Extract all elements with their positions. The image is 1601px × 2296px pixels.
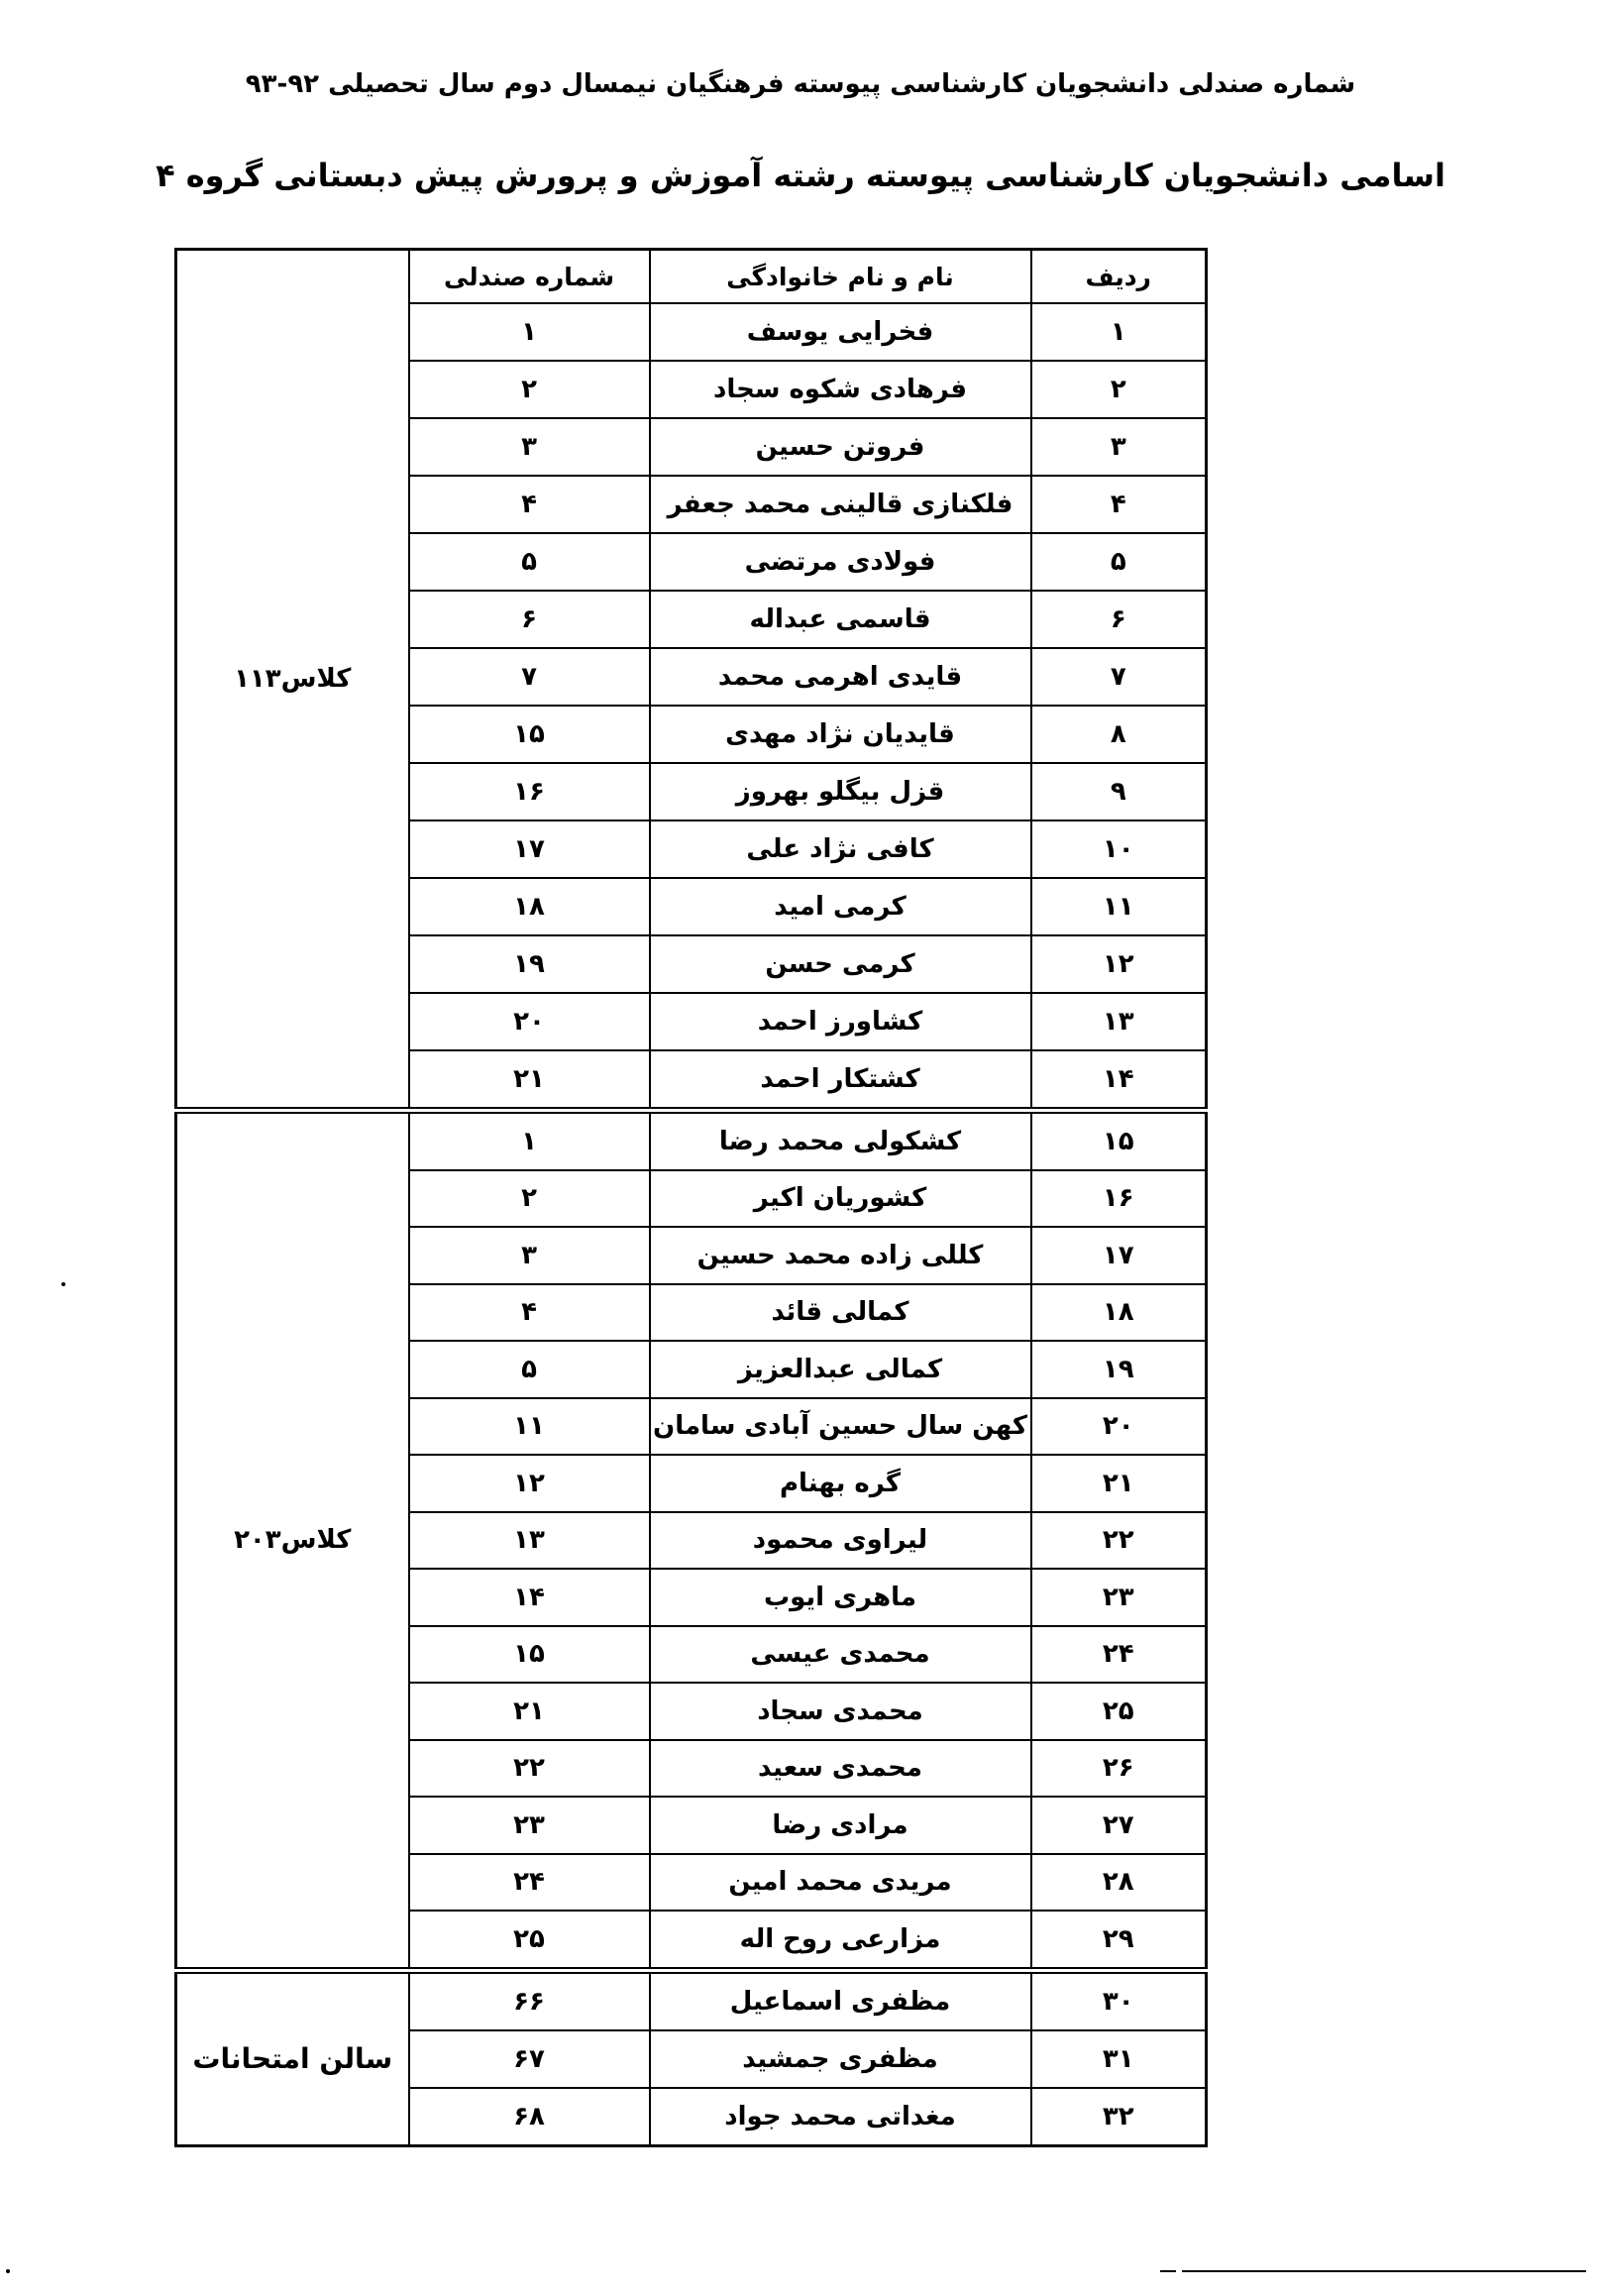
- student-name: مریدی محمد امین: [650, 1854, 1031, 1912]
- seat-number: ۷: [409, 648, 650, 706]
- seat-number: ۶: [409, 591, 650, 648]
- student-row-number: ۲۶: [1031, 1740, 1207, 1798]
- student-row-number: ۳۱: [1031, 2030, 1207, 2088]
- student-name: کمالی قائد: [650, 1284, 1031, 1342]
- student-name: قایدیان نژاد مهدی: [650, 706, 1031, 763]
- student-row-number: ۲۵: [1031, 1683, 1207, 1740]
- student-name: کرمی امید: [650, 878, 1031, 935]
- student-row-number: ۱۲: [1031, 935, 1207, 993]
- scan-speck: [61, 1282, 65, 1286]
- seat-number: ۱۵: [409, 706, 650, 763]
- student-name: فرهادی شکوه سجاد: [650, 361, 1031, 418]
- seat-number: ۱۴: [409, 1569, 650, 1626]
- seat-number: ۲: [409, 361, 650, 418]
- student-row-number: ۱۰: [1031, 820, 1207, 878]
- student-row-number: ۹: [1031, 763, 1207, 820]
- student-row-number: ۲۸: [1031, 1854, 1207, 1912]
- student-row-number: ۱۸: [1031, 1284, 1207, 1342]
- student-row-number: ۵: [1031, 533, 1207, 591]
- seat-number: ۱۷: [409, 820, 650, 878]
- seat-number: ۱۹: [409, 935, 650, 993]
- student-row-number: ۸: [1031, 706, 1207, 763]
- student-name: مغداتی محمد جواد: [650, 2088, 1031, 2146]
- seat-number: ۶۸: [409, 2088, 650, 2146]
- student-name: مظفری جمشید: [650, 2030, 1031, 2088]
- student-row-number: ۱۵: [1031, 1111, 1207, 1170]
- seat-number: ۶۶: [409, 1970, 650, 2030]
- seat-number: ۱۳: [409, 1512, 650, 1570]
- student-row-number: ۱۳: [1031, 993, 1207, 1050]
- seat-number: ۱۸: [409, 878, 650, 935]
- seat-number: ۲۰: [409, 993, 650, 1050]
- student-row-number: ۱۹: [1031, 1341, 1207, 1398]
- student-row-number: ۱: [1031, 303, 1207, 361]
- student-name: قایدی اهرمی محمد: [650, 648, 1031, 706]
- student-name: قاسمی عبداله: [650, 591, 1031, 648]
- student-row-number: ۳: [1031, 418, 1207, 476]
- student-name: کشوریان اکیر: [650, 1170, 1031, 1228]
- seat-number: ۵: [409, 533, 650, 591]
- student-name: ماهری ایوب: [650, 1569, 1031, 1626]
- seat-number: ۵: [409, 1341, 650, 1398]
- student-name: فروتن حسین: [650, 418, 1031, 476]
- header-row: [176, 250, 1207, 304]
- student-row-number: ۷: [1031, 648, 1207, 706]
- seat-number: ۲۴: [409, 1854, 650, 1912]
- seat-number: ۲: [409, 1170, 650, 1228]
- class-location: کلاس۲۰۳: [176, 1111, 409, 1971]
- student-row-number: ۳۲: [1031, 2088, 1207, 2146]
- document-subtitle: اسامی دانشجویان کارشناسی پیوسته رشته آموزش و پرورش پیش دبستانی گروه ۴: [156, 157, 1445, 194]
- footer-line: [1182, 2270, 1586, 2272]
- student-row-number: ۱۶: [1031, 1170, 1207, 1228]
- student-name: کرمی حسن: [650, 935, 1031, 993]
- seat-table-body: [176, 250, 1207, 2146]
- table-row: [176, 1111, 1207, 1170]
- seat-number: ۳: [409, 1227, 650, 1284]
- document-title: شماره صندلی دانشجویان کارشناسی پیوسته فرهنگیان نیمسال دوم سال تحصیلی ۹۲-۹۳: [245, 69, 1356, 99]
- student-name: کافی نژاد علی: [650, 820, 1031, 878]
- seat-number: ۳: [409, 418, 650, 476]
- seat-number: ۱۲: [409, 1455, 650, 1512]
- seat-number: ۶۷: [409, 2030, 650, 2088]
- footer-dash: [1160, 2270, 1176, 2272]
- student-row-number: ۲۰: [1031, 1398, 1207, 1456]
- student-row-number: ۲۱: [1031, 1455, 1207, 1512]
- scan-speck: [6, 2269, 10, 2273]
- student-row-number: ۲: [1031, 361, 1207, 418]
- student-row-number: ۴: [1031, 476, 1207, 533]
- student-row-number: ۲۳: [1031, 1569, 1207, 1626]
- student-name: قزل بیگلو بهروز: [650, 763, 1031, 820]
- student-name: فخرایی یوسف: [650, 303, 1031, 361]
- seat-number: ۲۵: [409, 1911, 650, 1970]
- column-header-seat: شماره صندلی: [409, 250, 650, 304]
- student-row-number: ۶: [1031, 591, 1207, 648]
- seat-number: ۴: [409, 476, 650, 533]
- seat-number: ۱۵: [409, 1626, 650, 1684]
- student-name: مزارعی روح اله: [650, 1911, 1031, 1970]
- column-header-row: ردیف: [1031, 250, 1207, 304]
- student-name: مرادی رضا: [650, 1797, 1031, 1854]
- seat-number: ۲۱: [409, 1683, 650, 1740]
- student-row-number: ۲۹: [1031, 1911, 1207, 1970]
- student-name: کمالی عبدالعزیز: [650, 1341, 1031, 1398]
- student-row-number: ۳۰: [1031, 1970, 1207, 2030]
- seat-number: ۱۱: [409, 1398, 650, 1456]
- table-row: [176, 1970, 1207, 2030]
- student-name: کشاورز احمد: [650, 993, 1031, 1050]
- seat-number: ۲۱: [409, 1050, 650, 1111]
- student-name: فولادی مرتضی: [650, 533, 1031, 591]
- student-name: کللی زاده محمد حسین: [650, 1227, 1031, 1284]
- seat-number: ۴: [409, 1284, 650, 1342]
- student-row-number: ۲۷: [1031, 1797, 1207, 1854]
- seat-number: ۱: [409, 1111, 650, 1170]
- student-row-number: ۲۴: [1031, 1626, 1207, 1684]
- student-name: مظفری اسماعیل: [650, 1970, 1031, 2030]
- seat-assignment-table: [174, 248, 1208, 2147]
- class-location: سالن امتحانات: [176, 1970, 409, 2145]
- student-name: کشتکار احمد: [650, 1050, 1031, 1111]
- student-row-number: ۲۲: [1031, 1512, 1207, 1570]
- seat-number: ۱۶: [409, 763, 650, 820]
- student-name: لیراوی محمود: [650, 1512, 1031, 1570]
- student-row-number: ۱۴: [1031, 1050, 1207, 1111]
- seat-number: ۲۲: [409, 1740, 650, 1798]
- student-name: محمدی سجاد: [650, 1683, 1031, 1740]
- student-row-number: ۱۷: [1031, 1227, 1207, 1284]
- class-location: کلاس۱۱۳: [176, 250, 409, 1111]
- seat-number: ۲۳: [409, 1797, 650, 1854]
- student-name: گره بهنام: [650, 1455, 1031, 1512]
- student-row-number: ۱۱: [1031, 878, 1207, 935]
- student-name: کشکولی محمد رضا: [650, 1111, 1031, 1170]
- student-name: محمدی سعید: [650, 1740, 1031, 1798]
- seat-number: ۱: [409, 303, 650, 361]
- student-name: کهن سال حسین آبادی سامان: [650, 1398, 1031, 1456]
- column-header-name: نام و نام خانوادگی: [650, 250, 1031, 304]
- student-name: محمدی عیسی: [650, 1626, 1031, 1684]
- student-name: فلکنازی قالینی محمد جعفر: [650, 476, 1031, 533]
